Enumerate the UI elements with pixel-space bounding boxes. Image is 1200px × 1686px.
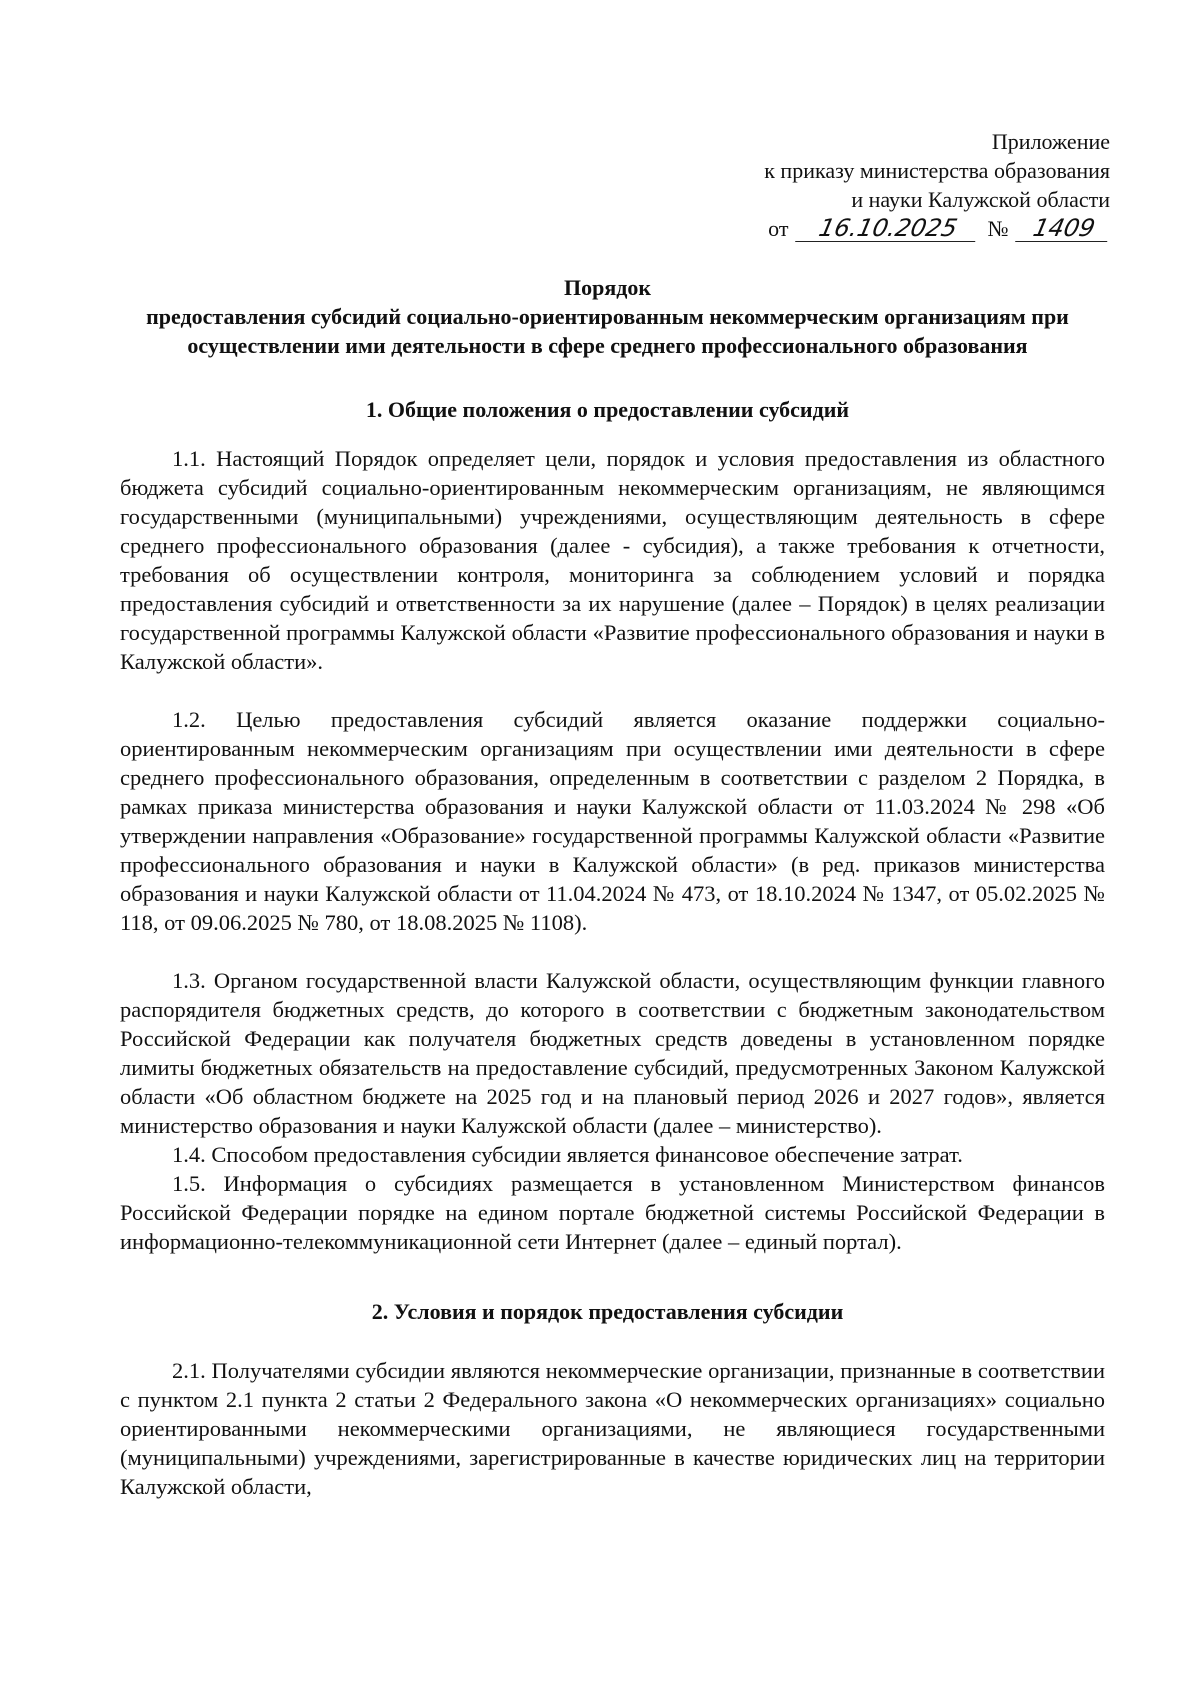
paragraph-1-5: 1.5. Информация о субсидиях размещается в установленном Министерством финансов Российской Федерации порядке на едином портале бюджетной системы Российской Федерации в информационно-телекоммуникационной сети Интернет (далее – единый портал). [120, 1171, 1105, 1254]
document-title: Порядок [563, 275, 652, 300]
section-1-heading: 1. Общие положения о предоставлении субсидий [365, 397, 850, 422]
paragraph-2-1: 2.1. Получателями субсидии являются некоммерческие организации, признанные в соответствии с пунктом 2.1 пункта 2 статьи 2 Федерального закона «О некоммерческих организациях» социально ориентированными некоммерческими организациями, не являющиеся государственными (муниципальными) учреждениями, зарегистрированные в качестве юридических лиц на территории Калужской области, [120, 1358, 1105, 1499]
handwritten-date: 16.10.2025 [795, 215, 981, 242]
handwritten-number: 1409 [1015, 215, 1113, 242]
document-title-block [110, 273, 1105, 360]
appendix-label: Приложение [991, 129, 1110, 154]
appendix-ministry: и науки Калужской области [851, 187, 1110, 212]
paragraph-1-3: 1.3. Органом государственной власти Калужской области, осуществляющим функции главного распорядителя бюджетных средств, до которого в соответствии с бюджетным законодательством Российской Федерации как получателя бюджетных средств доведены в установленном порядке лимиты бюджетных обязательств на предоставление субсидий, предусмотренных Законом Калужской области «Об областном бюджете на 2025 год и на плановый период 2026 и 2027 годов», является министерство образования и науки Калужской области (далее – министерство). [120, 968, 1105, 1138]
date-prefix: от [768, 216, 789, 241]
number-prefix: № [987, 216, 1009, 241]
section-2-heading: 2. Условия и порядок предоставления субсидии [371, 1299, 844, 1324]
paragraph-1-2: 1.2. Целью предоставления субсидий является оказание поддержки социально-ориентированным некоммерческим организациям при осуществлении ими деятельности в сфере среднего профессионального образования, определенным в соответствии с разделом 2 Порядка, в рамках приказа министерства образования и науки Калужской области от 11.03.2024 № 298 «Об утверждении направления «Образование» государственной программы Калужской области «Развитие профессионального образования и науки в Калужской области» (в ред. приказов министерства образования и науки Калужской области от 11.04.2024 № 473, от 18.10.2024 № 1347, от 05.02.2025 № 118, от 09.06.2025 № 780, от 18.08.2025 № 1108). [120, 707, 1105, 935]
appendix-block [764, 127, 1110, 243]
paragraph-1-4: 1.4. Способом предоставления субсидии является финансовое обеспечение затрат. [172, 1142, 963, 1167]
document-subtitle: предоставления субсидий социально-ориентированным некоммерческим организациям при осуществлении ими деятельности в сфере среднего профессионального образования [146, 304, 1069, 358]
appendix-order-ref: к приказу министерства образования [764, 158, 1110, 183]
paragraph-1-1: 1.1. Настоящий Порядок определяет цели, порядок и условия предоставления из областного бюджета субсидий социально-ориентированным некоммерческим организациям, не являющимся государственными (муниципальными) учреждениями, осуществляющим деятельность в сфере среднего профессионального образования (далее - субсидия), а также требования к отчетности, требования об осуществлении контроля, мониторинга за соблюдением условий и порядка предоставления субсидий и ответственности за их нарушение (далее – Порядок) в целях реализации государственной программы Калужской области «Развитие профессионального образования и науки в Калужской области». [120, 446, 1105, 674]
order-date-line [764, 214, 1110, 243]
